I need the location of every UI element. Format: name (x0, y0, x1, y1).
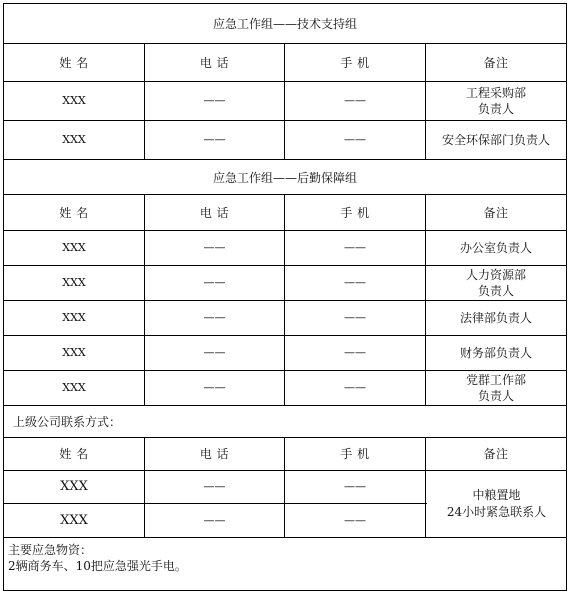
table-row (3, 336, 567, 371)
emergency-supplies (3, 538, 567, 591)
supplies-label: 主要应急物资： (8, 543, 93, 557)
section-1-header-row (3, 44, 567, 82)
contact-phone: —— (145, 121, 285, 159)
merged-note-line-1: 中粮置地 (472, 488, 521, 502)
contact-note: 财务部负责人 (459, 346, 532, 360)
contact-note: 安全环保部门负责人 (441, 133, 550, 147)
contact-name: XXX (4, 121, 145, 159)
contact-phone: —— (145, 471, 285, 503)
section-1-title-text: 应急工作组——技术支持组 (212, 17, 357, 31)
header-name: 姓 名 (4, 438, 145, 470)
section-2-title (3, 160, 567, 195)
header-note: 备注 (483, 205, 509, 220)
contact-mobile: —— (285, 266, 426, 300)
contact-name: XXX (4, 471, 145, 503)
contact-phone: —— (145, 504, 285, 537)
supplies-text: 2辆商务车、10把应急强光手电。 (8, 559, 187, 573)
section-2-header-row (3, 195, 567, 231)
header-name: 姓 名 (4, 44, 145, 81)
merged-note-line-2: 24小时紧急联系人 (446, 505, 547, 519)
header-mobile: 手 机 (285, 438, 426, 470)
contact-note: 人力资源部 负责人 (465, 268, 526, 298)
table-row (3, 231, 567, 266)
header-mobile: 手 机 (285, 195, 426, 230)
contact-mobile: —— (285, 121, 426, 159)
header-phone: 电 话 (145, 438, 285, 470)
contact-note: 办公室负责人 (459, 241, 532, 255)
contact-mobile: —— (285, 471, 426, 503)
contact-mobile: —— (285, 82, 426, 120)
contact-mobile: —— (285, 504, 426, 537)
section-3-header-row (3, 438, 567, 471)
section-1-title (3, 3, 567, 44)
contact-phone: —— (145, 301, 285, 335)
header-name: 姓 名 (4, 195, 145, 230)
contact-mobile: —— (285, 371, 426, 405)
header-mobile: 手 机 (285, 44, 426, 81)
header-phone: 电 话 (145, 44, 285, 81)
contact-name: XXX (4, 336, 145, 370)
contact-name: XXX (4, 231, 145, 265)
contact-phone: —— (145, 266, 285, 300)
contact-phone: —— (145, 336, 285, 370)
contact-mobile: —— (285, 336, 426, 370)
table-row (3, 266, 567, 301)
contact-name: XXX (4, 371, 145, 405)
contact-phone: —— (145, 371, 285, 405)
header-note: 备注 (483, 447, 509, 461)
contact-note: 法律部负责人 (459, 311, 532, 325)
header-note: 备注 (483, 55, 509, 70)
table-row (3, 82, 567, 121)
section-3-title (3, 406, 567, 438)
section-3-title-text: 上级公司联系方式： (13, 415, 122, 429)
table-row (3, 121, 567, 160)
table-row (3, 301, 567, 336)
contact-name: XXX (4, 82, 145, 120)
contact-note: 党群工作部 负责人 (465, 373, 526, 403)
contact-name: XXX (4, 301, 145, 335)
contact-mobile: —— (285, 231, 426, 265)
contact-name: XXX (4, 504, 145, 537)
contact-name: XXX (4, 266, 145, 300)
contact-note: 工程采购部 负责人 (465, 86, 526, 116)
contact-phone: —— (145, 82, 285, 120)
merged-note-cell (427, 471, 567, 538)
section-2-title-text: 应急工作组——后勤保障组 (212, 170, 357, 185)
contact-phone: —— (145, 231, 285, 265)
header-phone: 电 话 (145, 195, 285, 230)
contact-mobile: —— (285, 301, 426, 335)
table-row (3, 371, 567, 406)
